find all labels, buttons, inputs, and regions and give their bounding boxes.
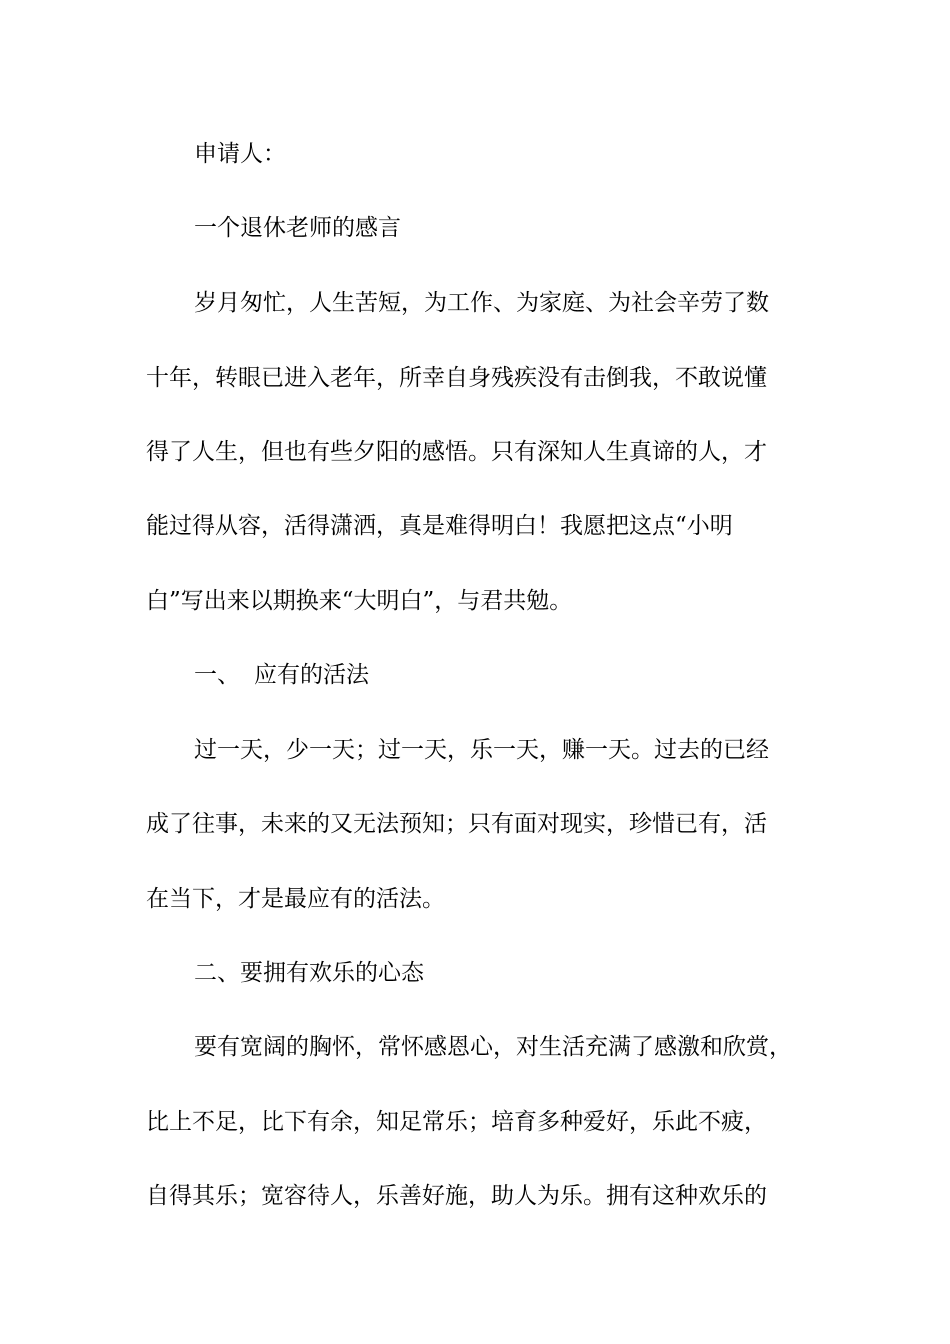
applicant-label: 申请人： bbox=[194, 141, 286, 167]
section2-line-2: 比上不足，比下有余，知足常乐；培育多种爱好，乐此不疲， bbox=[146, 1109, 767, 1135]
intro-line-4: 能过得从容，活得潇洒，真是难得明白！我愿把这点“小明 bbox=[146, 513, 733, 539]
section2-line-1: 要有宽阔的胸怀，常怀感恩心，对生活充满了感激和欣赏， bbox=[194, 1034, 792, 1060]
section2-heading: 二、要拥有欢乐的心态 bbox=[194, 960, 424, 986]
section2-line-3: 自得其乐；宽容待人，乐善好施，助人为乐。拥有这种欢乐的 bbox=[146, 1183, 767, 1209]
intro-line-3: 得了人生，但也有些夕阳的感悟。只有深知人生真谛的人，才 bbox=[146, 439, 767, 465]
section1-heading bbox=[194, 660, 884, 690]
section1-title: 应有的活法 bbox=[254, 662, 369, 688]
document-title: 一个退休老师的感言 bbox=[194, 215, 401, 241]
intro-line-5: 白”写出来以期换来“大明白”，与君共勉。 bbox=[146, 588, 573, 614]
intro-line-1: 岁月匆忙，人生苦短，为工作、为家庭、为社会辛劳了数 bbox=[194, 290, 769, 316]
intro-line-2: 十年，转眼已进入老年，所幸自身残疾没有击倒我，不敢说懂 bbox=[146, 365, 767, 391]
section1-number: 一、 bbox=[194, 662, 240, 688]
section1-line-2: 成了往事，未来的又无法预知；只有面对现实，珍惜已有，活 bbox=[146, 811, 767, 837]
section1-line-3: 在当下，才是最应有的活法。 bbox=[146, 886, 445, 912]
section1-line-1: 过一天，少一天；过一天，乐一天，赚一天。过去的已经 bbox=[194, 737, 769, 763]
